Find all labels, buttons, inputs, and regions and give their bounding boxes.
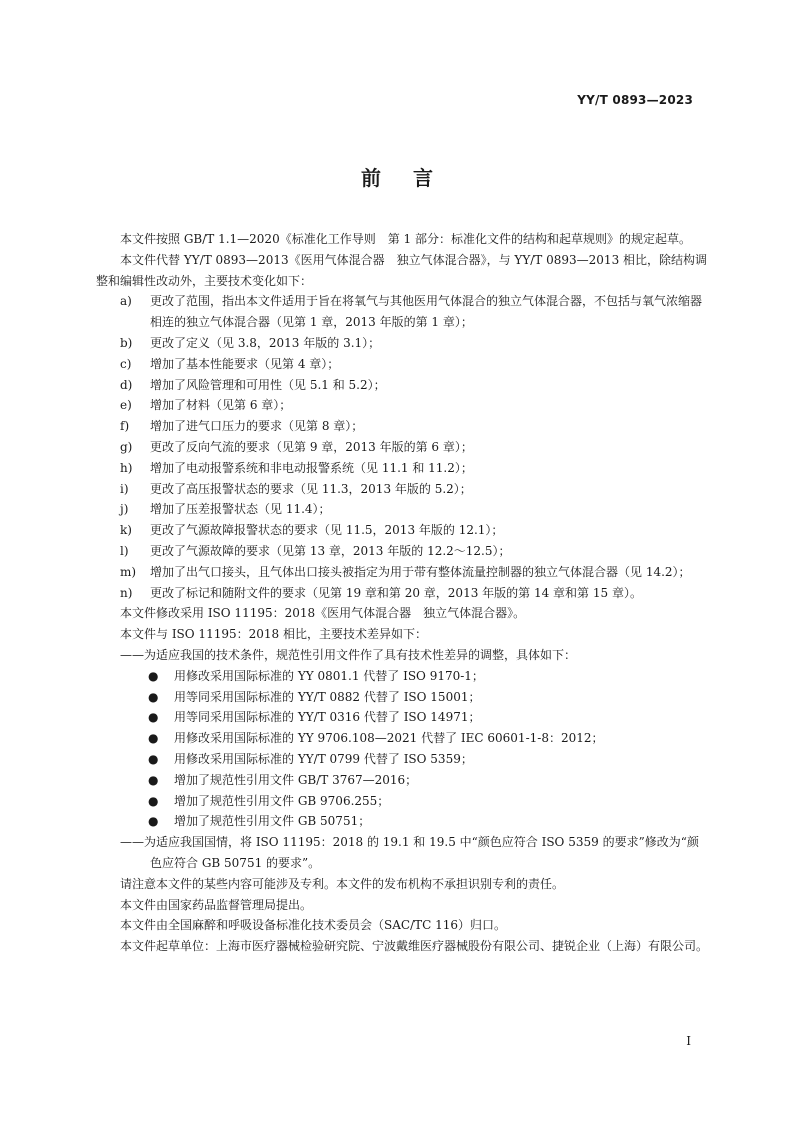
list-item-text: 增加了进气口压力的要求（见第 8 章）； bbox=[150, 419, 364, 434]
list-marker: d) bbox=[120, 377, 133, 392]
list-item-text: 增加了材料（见第 6 章）； bbox=[150, 398, 292, 413]
list-marker: g) bbox=[120, 439, 133, 454]
bullet-icon: ● bbox=[148, 710, 159, 725]
bullet-icon: ● bbox=[148, 689, 159, 704]
dash-item-technical-conditions: ——为适应我国的技术条件，规范性引用文件作了具有技术性差异的调整，具体如下： bbox=[120, 647, 577, 662]
list-marker: n) bbox=[120, 585, 133, 600]
bullet-item bbox=[96, 687, 708, 708]
list-item bbox=[96, 416, 708, 437]
paragraph-committee: 本文件由全国麻醉和呼吸设备标准化技术委员会（SAC/TC 116）归口。 bbox=[120, 918, 507, 933]
list-item bbox=[96, 375, 708, 396]
page-title: 前言 bbox=[361, 166, 465, 190]
bullet-item bbox=[96, 749, 708, 770]
bullet-item-text: 增加了规范性引用文件 GB 9706.255； bbox=[174, 793, 390, 808]
list-marker: i) bbox=[120, 481, 129, 496]
list-marker: c) bbox=[120, 356, 132, 371]
list-item bbox=[96, 458, 708, 479]
paragraph-patent-notice: 请注意本文件的某些内容可能涉及专利。本文件的发布机构不承担识别专利的责任。 bbox=[120, 876, 565, 891]
list-marker: h) bbox=[120, 460, 133, 475]
list-marker: l) bbox=[120, 543, 129, 558]
list-item-text: 增加了基本性能要求（见第 4 章）； bbox=[150, 356, 340, 371]
bullet-icon: ● bbox=[148, 793, 159, 808]
paragraph-drafting-units: 本文件起草单位：上海市医疗器械检验研究院、宁波戴维医疗器械股份有限公司、捷锐企业（上海）有限公司。 bbox=[120, 939, 709, 954]
bullet-list bbox=[96, 666, 708, 832]
list-item bbox=[96, 520, 708, 541]
bullet-item-text: 增加了规范性引用文件 GB/T 3767—2016； bbox=[174, 772, 418, 787]
bullet-item bbox=[96, 728, 708, 749]
changes-list bbox=[96, 291, 708, 603]
document-code: YY/T 0893—2023 bbox=[577, 93, 693, 107]
list-item-text: 增加了出气口接头，且气体出口接头被指定为用于带有整体流量控制器的独立气体混合器（见 14.2）； bbox=[150, 564, 691, 579]
bullet-item bbox=[96, 811, 708, 832]
list-item bbox=[96, 333, 708, 354]
foreword-body bbox=[96, 229, 708, 957]
list-item-text: 更改了高压报警状态的要求（见 11.3，2013 年版的 5.2）； bbox=[150, 481, 472, 496]
list-item bbox=[96, 562, 708, 583]
paragraph-differences: 本文件与 ISO 11195：2018 相比，主要技术差异如下： bbox=[120, 627, 427, 642]
bullet-icon: ● bbox=[148, 668, 159, 683]
bullet-item-text: 用修改采用国际标准的 YY 0801.1 代替了 ISO 9170-1； bbox=[174, 668, 484, 683]
list-item bbox=[96, 354, 708, 375]
bullet-icon: ● bbox=[148, 772, 159, 787]
list-item bbox=[96, 583, 708, 604]
bullet-icon: ● bbox=[148, 814, 159, 829]
list-marker: j) bbox=[120, 502, 129, 517]
bullet-item bbox=[96, 770, 708, 791]
paragraph-adoption: 本文件修改采用 ISO 11195：2018《医用气体混合器 独立气体混合器》。 bbox=[120, 606, 526, 621]
list-item bbox=[96, 499, 708, 520]
list-item-text: 更改了气源故障报警状态的要求（见 11.5，2013 年版的 12.1）； bbox=[150, 523, 504, 538]
paragraph-replaces: 本文件代替 YY/T 0893—2013《医用气体混合器 独立气体混合器》，与 YY/T 0893—2013 相比，除结构调整和编辑性改动外，主要技术变化如下： bbox=[96, 252, 708, 288]
bullet-item-text: 用等同采用国际标准的 YY/T 0882 代替了 ISO 15001； bbox=[174, 689, 481, 704]
list-item bbox=[96, 479, 708, 500]
list-marker: k) bbox=[120, 523, 132, 538]
bullet-item-text: 用修改采用国际标准的 YY 9706.108—2021 代替了 IEC 60601-1-8：2012； bbox=[174, 731, 604, 746]
bullet-item bbox=[96, 707, 708, 728]
list-item-text: 增加了压差报警状态（见 11.4）； bbox=[150, 502, 331, 517]
bullet-icon: ● bbox=[148, 731, 159, 746]
list-marker: m) bbox=[120, 564, 137, 579]
list-item-text: 更改了范围，指出本文件适用于旨在将氧气与其他医用气体混合的独立气体混合器，不包括与氧气浓缩器相连的独立气体混合器（见第 1 章，2013 年版的第 1 章）； bbox=[150, 294, 703, 330]
page-number: I bbox=[686, 1034, 691, 1048]
bullet-item-text: 增加了规范性引用文件 GB 50751； bbox=[174, 814, 371, 829]
list-item-text: 更改了反向气流的要求（见第 9 章，2013 年版的第 6 章）； bbox=[150, 439, 473, 454]
list-item bbox=[96, 395, 708, 416]
list-item-text: 更改了气源故障的要求（见第 13 章，2013 年版的 12.2～12.5）； bbox=[150, 543, 511, 558]
bullet-item bbox=[96, 791, 708, 812]
list-item-text: 更改了标记和随附文件的要求（见第 19 章和第 20 章，2013 年版的第 14 章和第 15 章）。 bbox=[150, 585, 642, 600]
bullet-item bbox=[96, 666, 708, 687]
bullet-icon: ● bbox=[148, 751, 159, 766]
list-item-text: 增加了电动报警系统和非电动报警系统（见 11.1 和 11.2）； bbox=[150, 460, 473, 475]
list-item bbox=[96, 437, 708, 458]
bullet-item-text: 用等同采用国际标准的 YY/T 0316 代替了 ISO 14971； bbox=[174, 710, 481, 725]
list-marker: f) bbox=[120, 419, 130, 434]
list-item-text: 更改了定义（见 3.8，2013 年版的 3.1）； bbox=[150, 335, 381, 350]
list-item bbox=[96, 541, 708, 562]
paragraph-drafting-rules: 本文件按照 GB/T 1.1—2020《标准化工作导则 第 1 部分：标准化文件的结构和起草规则》的规定起草。 bbox=[120, 232, 691, 246]
paragraph-proposer: 本文件由国家药品监督管理局提出。 bbox=[120, 897, 313, 912]
list-marker: b) bbox=[120, 335, 133, 350]
list-item-text: 增加了风险管理和可用性（见 5.1 和 5.2）； bbox=[150, 377, 386, 392]
dash-item-national-conditions: ——为适应我国国情，将 ISO 11195：2018 的 19.1 和 19.5 中“颜色应符合 ISO 5359 的要求”修改为“颜色应符合 GB 50751 的要求”。 bbox=[120, 835, 699, 870]
bullet-item-text: 用修改采用国际标准的 YY/T 0799 代替了 ISO 5359； bbox=[174, 751, 473, 766]
list-marker: e) bbox=[120, 398, 132, 413]
list-marker: a) bbox=[120, 294, 132, 309]
list-item bbox=[96, 291, 708, 333]
